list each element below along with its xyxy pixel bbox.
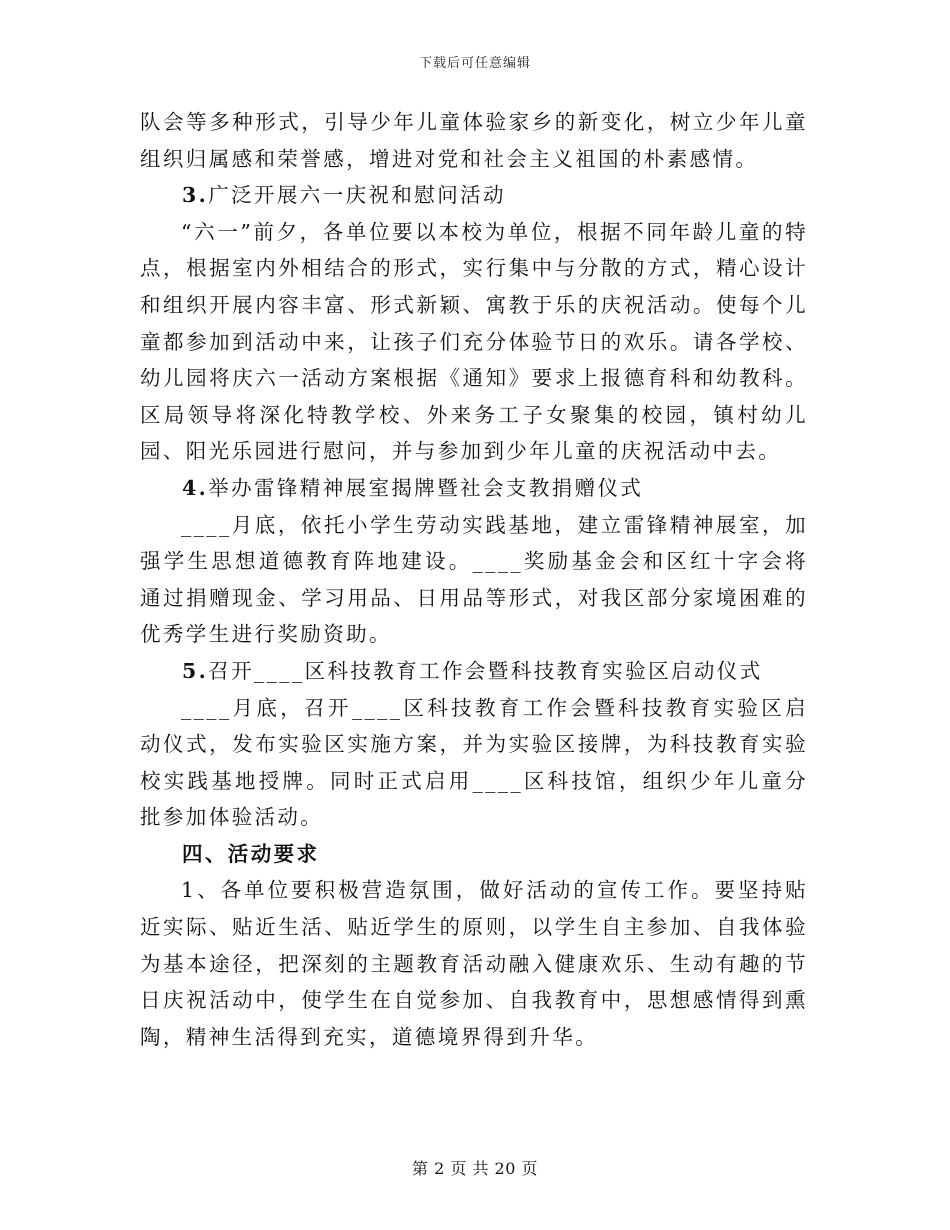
item-4-paragraph: ____月底，依托小学生劳动实践基地，建立雷锋精神展室，加强学生思想道德教育阵地建设。____奖励基金会和区红十字会将通过捐赠现金、学习用品、日用品等形式，对我区部分家境困难的优秀学生进行奖励资助。 [140, 512, 808, 647]
section-4-title: 四、活动要求 [182, 841, 320, 866]
item-3-number: 3. [182, 183, 209, 208]
requirement-1-paragraph: 1、各单位要积极营造氛围，做好活动的宣传工作。要坚持贴近实际、贴近生活、贴近学生的原则，以学生自主参加、自我体验为基本途径，把深刻的主题教育活动融入健康欢乐、生动有趣的节日庆祝活动中，使学生在自觉参加、自我教育中，思想感情得到熏陶，精神生活得到充实，道德境界得到升华。 [140, 878, 808, 1049]
item-5-heading [140, 653, 808, 690]
item-4-heading [140, 470, 808, 507]
page-header: 下载后可任意编辑 [418, 56, 531, 71]
item-4-number: 4. [182, 475, 209, 500]
item-3-heading [140, 177, 808, 214]
item-5-paragraph: ____月底，召开____区科技教育工作会暨科技教育实验区启动仪式，发布实验区实施方案，并为实验区接牌，为科技教育实验校实践基地授牌。同时正式启用____区科技馆，组织少年儿童分批参加体验活动。 [140, 695, 808, 830]
document-body [140, 104, 808, 1055]
item-4-title: 举办雷锋精神展室揭牌暨社会支教捐赠仪式 [208, 475, 644, 500]
item-3-paragraph: “六一”前夕，各单位要以本校为单位，根据不同年龄儿童的特点，根据室内外相结合的形式，实行集中与分散的方式，精心设计和组织开展内容丰富、形式新颖、寓教于乐的庆祝活动。使每个儿童都参加到活动中来，让孩子们充分体验节日的欢乐。请各学校、幼儿园将庆六一活动方案根据《通知》要求上报德育科和幼教科。区局领导将深化特教学校、外来务工子女聚集的校园，镇村幼儿园、阳光乐园进行慰问，并与参加到少年儿童的庆祝活动中去。 [140, 219, 808, 464]
item-5-number: 5. [182, 658, 209, 683]
intro-paragraph: 队会等多种形式，引导少年儿童体验家乡的新变化，树立少年儿童组织归属感和荣誉感，增进对党和社会主义祖国的朴素感情。 [140, 110, 808, 171]
item-5-title: 召开____区科技教育工作会暨科技教育实验区启动仪式 [208, 658, 763, 683]
page-number-footer: 第 2 页 共 20 页 [412, 1159, 538, 1178]
item-3-title: 广泛开展六一庆祝和慰问活动 [208, 183, 506, 208]
